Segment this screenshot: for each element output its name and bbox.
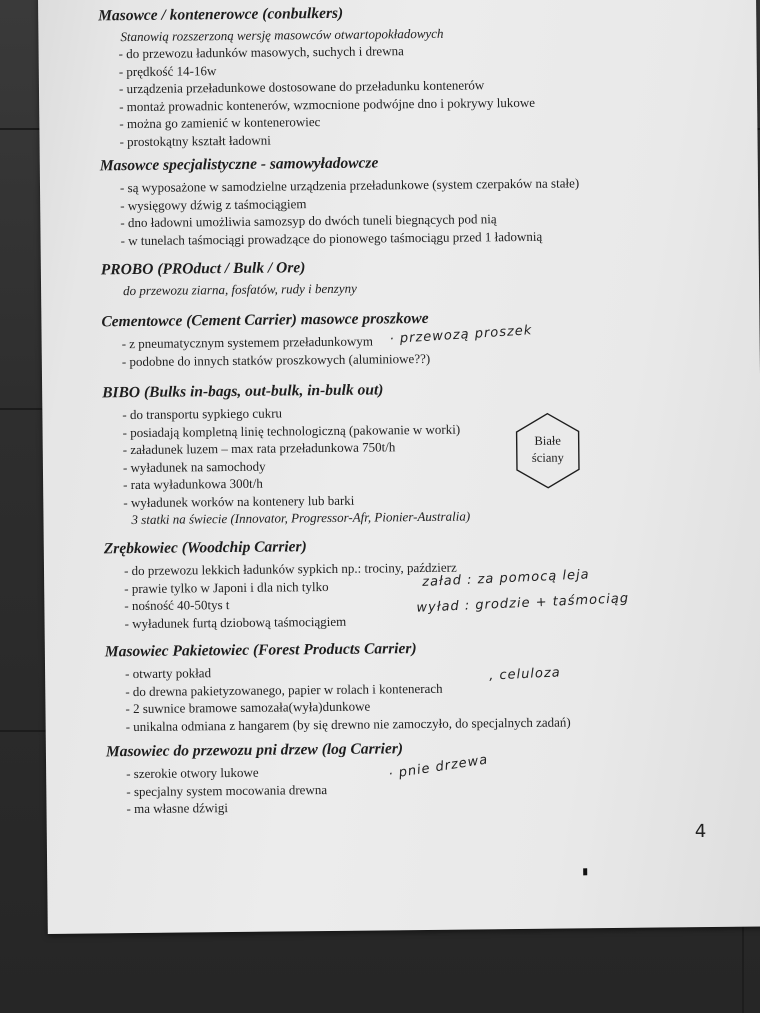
list-item: - są wyposażone w samodzielne urządzenia przeładunkowe (system czerpaków na stałe) [120,173,740,197]
handwritten-note: załad : za pomocą leja [421,567,590,590]
section-heading: Masowce / kontenerowce (conbulkers) [98,4,344,25]
list-item: - do drewna pakietyzowanego, papier w rolach i kontenerach [125,676,745,700]
section-heading: Cementowce (Cement Carrier) masowce proszkowe [101,309,429,331]
section-list [102,400,743,512]
list-item: - specjalny system mocowania drewna [126,776,746,800]
list-item: - wysięgowy dźwig z taśmociągiem [120,190,740,214]
hexagon-label [513,432,583,467]
section-self-unloaders [100,151,741,250]
list-item: - załadunek luzem – max rata przeładunkowa 750t/h [123,435,743,459]
handwritten-note: · pnie drzewa [387,752,490,783]
list-item: - dno ładowni umożliwia samozsyp do dwóch tuneli biegnących pod nią [120,208,740,232]
list-item: - montaż prowadnic kontenerów, wzmocnione podwójne dno i pokrywy lukowe [119,91,739,115]
list-item: - wyładunek furtą dziobową taśmociągiem [124,608,744,632]
page-content [38,0,760,934]
list-item: - urządzenia przeładunkowe dostosowane do przeładunku kontenerów [119,74,739,98]
section-intro: Stanowią rozszerzoną wersję masowców otwartopokładowych [120,25,444,45]
list-item: - do przewozu ładunków masowych, suchych i drewna [119,39,739,63]
section-log-carrier [106,737,747,818]
list-item: - podobne do innych statków proszkowych (aluminiowe??) [122,346,742,370]
section-heading: Masowiec Pakietowiec (Forest Products Carrier) [104,640,417,661]
list-item: - w tunelach taśmociągi prowadzące do pionowego taśmociągu przed 1 ładownią [120,225,740,249]
list-item: - 2 suwnice bramowe samozała(wyła)dunkowe [125,694,745,718]
section-list [99,39,740,151]
section-forest-products [105,637,746,736]
list-item: - otwarty pokład [125,659,745,683]
section-heading: PROBO (PROduct / Bulk / Ore) [100,259,306,279]
ink-speck [583,868,587,875]
list-item: - nośność 40-50tys t [124,591,744,615]
list-item: - prędkość 14-16w [119,56,739,80]
section-bibo [102,378,743,529]
list-item: - unikalna odmiana z hangarem (by się drewno nie zamoczyło, do specjalnych zadań) [126,711,746,735]
list-item: - do transportu sypkiego cukru [122,400,742,424]
page-number: 4 [694,821,707,843]
section-intro: do przewozu ziarna, fosfatów, rudy i benzyny [123,280,357,299]
paper-sheet [38,0,760,934]
list-item: - prostokątny kształt ładowni [119,126,739,150]
list-item: - wyładunek worków na kontenery lub barki [123,487,743,511]
section-heading: BIBO (Bulks in-bags, out-bulk, in-bulk out) [102,381,384,402]
handwritten-note: , celuloza [488,665,562,684]
list-item: - szerokie otwory lukowe [126,759,746,783]
hexagon-label-line: Białe [534,433,561,448]
section-probo [101,255,741,300]
list-item: - posiadają kompletną linię technologiczną (pakowanie w worki) [122,417,742,441]
list-item: - można go zamienić w kontenerowiec [119,109,739,133]
section-list [105,659,746,736]
list-item: - do przewozu lekkich ładunków sypkich np.: trociny, paździerz [124,556,744,580]
list-item: - prawie tylko w Japoni i dla nich tylko [124,573,744,597]
handwritten-note: wyład : grodzie + taśmociąg [416,591,630,616]
section-list [100,173,741,250]
hexagon-label-line: ściany [531,450,564,465]
handwritten-note: · przewozą proszek [389,323,533,348]
list-item: - wyładunek na samochody [123,452,743,476]
section-heading: Zrębkowiec (Woodchip Carrier) [103,538,307,558]
list-item: - z pneumatycznym systemem przeładunkowym [122,329,742,353]
section-heading: Masowiec do przewozu pni drzew (log Carrier) [105,740,404,761]
section-note: 3 statki na świecie (Innovator, Progressor-Afr, Pionier-Australia) [131,508,471,528]
list-item: - rata wyładunkowa 300t/h [123,470,743,494]
section-list [104,556,745,633]
section-conbulkers [98,1,739,151]
list-item: - ma własne dźwigi [126,794,746,818]
section-heading: Masowce specjalistyczne - samowyładowcze [99,154,379,175]
